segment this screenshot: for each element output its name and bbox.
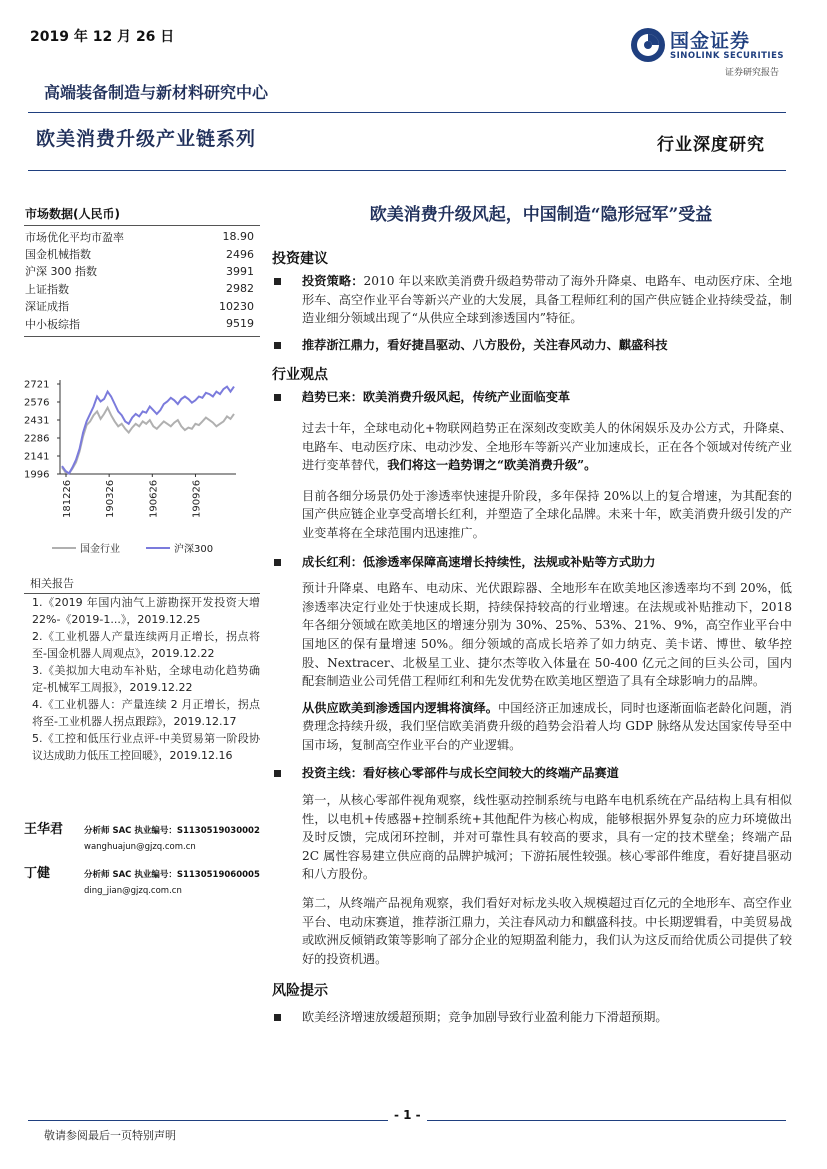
bullet-invest: 投资主线：看好核心零部件与成长空间较大的终端产品赛道	[272, 764, 792, 783]
section-heading-risk: 风险提示	[272, 983, 328, 1000]
bullet-lead: 投资策略：	[302, 274, 364, 288]
related-report-item[interactable]: 3.《美拟加大电动车补贴，全球电动化趋势确定-机械军工周报》，2019.12.22	[32, 664, 260, 694]
company-name-en: SINOLINK SECURITIES	[670, 51, 785, 61]
paragraph-text: 过去十年，全球电动化+物联网趋势正在深刻改变欧美人的休闲娱乐及办公方式，升降桌、电路车、电动医疗床、电动沙发、全地形车等新兴产业加速成长，正在各个领域对传统产业进行变革替代，	[302, 420, 792, 473]
paragraph-text: 中国经济正加速成长，同时也逐渐面临老龄化问题，消费理念持续升级，我们坚信欧美消费升级的趋势会沿着人均 GDP 脉络从发达国家传导至中国市场，复制高空作业平台的产业逻辑。	[302, 700, 793, 752]
series-title: 欧美消费升级产业链系列	[36, 128, 257, 150]
paragraph	[272, 699, 792, 755]
market-data-panel	[24, 205, 260, 337]
section-heading-advice: 投资建议	[272, 251, 328, 267]
x-tick-label: 181226	[62, 479, 73, 518]
x-tick-label: 190326	[105, 479, 117, 518]
paragraph	[272, 419, 792, 475]
bullet-text: 2010 年以来欧美消费升级趋势带动了海外升降桌、电路车、电动医疗床、全地形车、高空作业平台等新兴产业的大发展，具备工程师红利的国产供应链企业持续受益，制造业细分领域出现了“从供应全球到渗透国内”特征。	[302, 274, 793, 326]
series-line	[62, 387, 234, 474]
legend-label: 沪深300	[174, 544, 214, 555]
bullet-strategy	[272, 272, 792, 328]
page-number: - 1 -	[388, 1108, 427, 1122]
market-data-row	[24, 315, 260, 332]
index-chart-svg	[24, 370, 260, 570]
bullet-risk: 欧美经济增速放缓超预期；竞争加剧导致行业盈利能力下滑超预期。	[272, 1008, 792, 1027]
bullet-growth: 成长红利：低渗透率保障高速增长持续性，法规或补贴等方式助力	[272, 553, 792, 572]
market-data-row	[24, 228, 260, 245]
report-date: 2019 年 12 月 26 日	[30, 29, 175, 45]
analyst-cert: 分析师 SAC 执业编号：S1130519060005	[84, 870, 260, 880]
related-reports	[24, 575, 260, 764]
analyst-email[interactable]: wanghuajun@gjzq.com.cn	[84, 842, 196, 852]
main-title: 欧美消费升级风起，中国制造“隐形冠军”受益	[369, 205, 713, 225]
analysts-panel	[24, 818, 260, 906]
header-divider	[28, 112, 786, 113]
company-logo	[630, 24, 800, 80]
report-label: 证券研究报告	[725, 68, 780, 78]
analyst-name: 丁健	[24, 866, 51, 881]
market-data-rows	[24, 228, 260, 332]
main-content	[272, 200, 792, 1027]
market-data-label: 深证成指	[25, 300, 69, 314]
paragraph-emphasis: 从供应欧美到渗透国内逻辑将演绎。	[302, 700, 499, 715]
report-type: 行业深度研究	[657, 135, 765, 155]
logo-mark-icon	[630, 27, 666, 63]
index-chart	[24, 370, 260, 570]
bullet-trend: 趋势已来：欧美消费升级风起，传统产业面临变革	[272, 388, 792, 407]
company-name-cn: 国金证券	[670, 30, 751, 52]
bullet-recommend: 推荐浙江鼎力，看好捷昌驱动、八方股份，关注春风动力、麒盛科技	[272, 336, 792, 355]
market-data-label: 上证指数	[25, 282, 69, 296]
market-data-row	[24, 280, 260, 297]
analyst-row	[24, 818, 260, 840]
market-data-value: 3991	[226, 264, 254, 278]
header-divider-2	[28, 170, 786, 171]
analyst-cert: 分析师 SAC 执业编号：S1130519030002	[84, 826, 260, 836]
section-heading-views: 行业观点	[272, 367, 328, 384]
y-tick-label: 2721	[24, 379, 50, 391]
y-tick-label: 2576	[24, 397, 50, 409]
related-report-item[interactable]: 1.《2019 年国内油气上游勘探开发投资大增 22%-《2019-1...》，2019.12.25	[32, 596, 260, 626]
x-tick-label: 190626	[148, 479, 160, 518]
market-data-label: 沪深 300 指数	[25, 265, 97, 279]
x-tick-label: 190926	[191, 479, 203, 518]
market-data-value: 10230	[219, 299, 254, 313]
paragraph: 预计升降桌、电路车、电动床、光伏跟踪器、全地形车在欧美地区渗透率均不到 20%，低渗透率决定行业处于快速成长期，持续保持较高的行业增速。在法规或补贴推动下，2018 年各细分领域在欧美地区的增速分别为 30%、25%、53%、21%、9%，高空作业平台中国地区的保有量增速 50%。细分领域的高成长培养了如力纳克、美卡诺、博世、敏华控股、Nextracer、北极星工业、捷尔杰等收入体量在 50-400 亿元之间的巨头公司，国内配套制造业公司凭借工程师红利和先发优势在欧美地区塑造了具有全球影响力的品牌。	[302, 581, 792, 689]
analyst-name: 王华君	[24, 822, 64, 837]
footer-disclaimer: 敬请参阅最后一页特别声明	[44, 1129, 176, 1142]
market-data-label: 市场优化平均市盈率	[25, 230, 124, 244]
paragraph: 目前各细分场景仍处于渗透率快速提升阶段，多年保持 20%以上的复合增速，为其配套的国产供应链企业享受高增长红利，并塑造了全球化品牌。未来十年，欧美消费升级引发的产业变革将在全球范围内迅速推广。	[302, 488, 792, 540]
market-data-label: 中小板综指	[25, 317, 80, 331]
y-tick-label: 2431	[24, 415, 50, 427]
y-tick-label: 1996	[24, 469, 50, 481]
y-tick-label: 2286	[24, 433, 50, 445]
divider	[24, 225, 260, 226]
market-data-row	[24, 298, 260, 315]
paragraph-emphasis: 我们将这一趋势谓之“欧美消费升级”。	[387, 458, 597, 473]
y-tick-label: 2141	[24, 451, 50, 463]
related-reports-list	[24, 595, 260, 764]
analyst-row	[24, 862, 260, 884]
market-data-value: 9519	[226, 317, 254, 331]
divider	[24, 336, 260, 337]
related-report-item[interactable]: 4.《工业机器人：产量连续 2 月正增长，拐点将至-工业机器人拐点跟踪》，2019.12.17	[32, 698, 260, 728]
market-data-value: 2982	[226, 282, 254, 296]
market-data-value: 2496	[226, 247, 254, 261]
related-reports-title: 相关报告	[24, 575, 260, 594]
paragraph: 第一，从核心零部件视角观察，线性驱动控制系统与电路车电机系统在产品结构上具有相似性，以电机+传感器+控制系统+其他配件为核心构成，能够根据外界复杂的应力环境做出及时反馈，完成闭环控制，并对可靠性具有较高的要求，具有一定的技术壁垒；终端产品 2C 属性容易建立供应商的品牌护城河；下游拓展性较强。核心零部件维度，看好捷昌驱动和八方股份。	[302, 793, 792, 882]
research-center: 高端装备制造与新材料研究中心	[44, 83, 269, 102]
related-report-item[interactable]: 5.《工控和低压行业点评-中美贸易第一阶段协议达成助力低压工控回暖》，2019.12.16	[32, 732, 260, 762]
related-report-item[interactable]: 2.《工业机器人产量连续两月正增长，拐点将至-国金机器人周观点》，2019.12.22	[32, 630, 260, 660]
market-data-label: 国金机械指数	[25, 248, 91, 262]
market-data-value: 18.90	[222, 230, 254, 244]
analyst-email[interactable]: ding_jian@gjzq.com.cn	[84, 886, 182, 896]
paragraph: 第二，从终端产品视角观察，我们看好对标龙头收入规模超过百亿元的全地形车、高空作业平台、电动床赛道，推荐浙江鼎力，关注春风动力和麒盛科技。中长期逻辑看，中美贸易战或欧洲反倾销政策等影响了部分企业的短期盈利能力，我们认为这反而给优质公司提供了较好的投资机遇。	[302, 896, 792, 966]
legend-label: 国金行业	[80, 544, 120, 555]
market-data-row	[24, 245, 260, 262]
market-data-row	[24, 263, 260, 280]
market-data-title: 市场数据(人民币)	[25, 207, 120, 221]
